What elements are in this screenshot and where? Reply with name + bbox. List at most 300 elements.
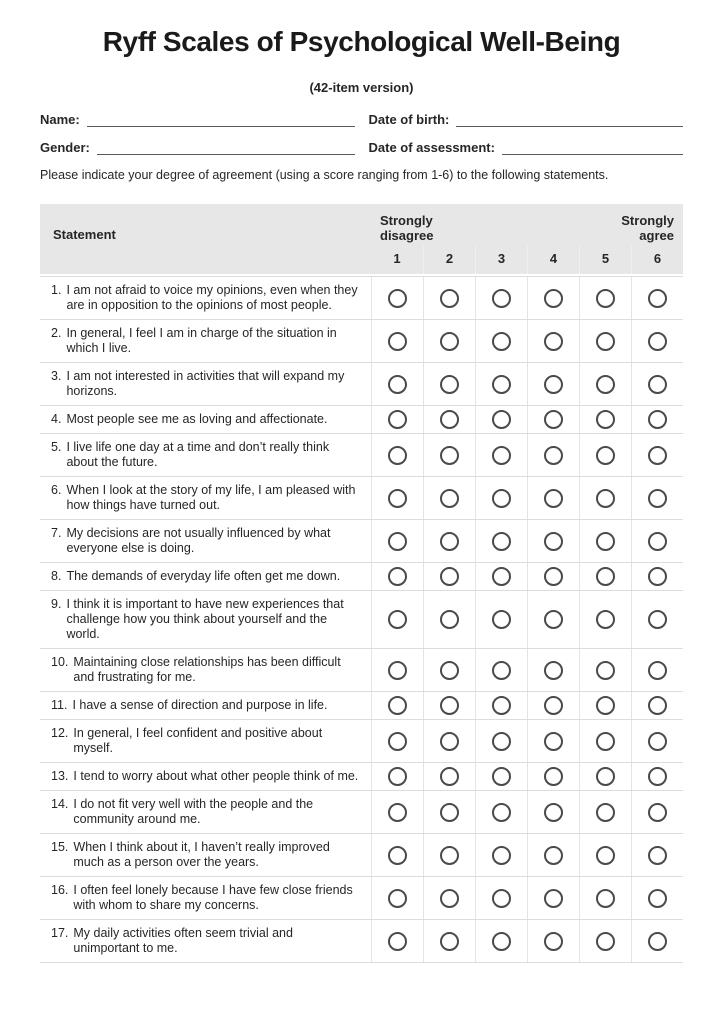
statement-text-cell (40, 692, 371, 719)
table-row (40, 477, 683, 520)
statement-number: 7. (51, 526, 62, 540)
statement-text: I have a sense of direction and purpose in life. (72, 698, 328, 712)
table-row (40, 434, 683, 477)
radio-button-q11-v2[interactable] (440, 696, 459, 715)
radio-cell-q5-v5 (579, 434, 631, 476)
radio-cell-q12-v5 (579, 720, 631, 762)
statement-text: I do not fit very well with the people and the community around me. (73, 797, 314, 826)
radio-button-q2-v4[interactable] (544, 332, 563, 351)
radio-button-q2-v3[interactable] (492, 332, 511, 351)
dob-field (369, 112, 684, 127)
radio-cell-q3-v4 (527, 363, 579, 405)
radio-cell-q15-v1 (371, 834, 423, 876)
statement-number: 16. (51, 883, 69, 897)
radio-cell-q8-v3 (475, 563, 527, 590)
radio-cell-q6-v2 (423, 477, 475, 519)
statement-text: When I look at the story of my life, I am pleased with how things have turned out. (66, 483, 356, 512)
radio-button-q8-v1[interactable] (388, 567, 407, 586)
radio-cell-q14-v3 (475, 791, 527, 833)
page-title: Ryff Scales of Psychological Well-Being (102, 26, 621, 57)
statement-text: I am not interested in activities that will expand my horizons. (66, 369, 345, 398)
radio-button-q13-v4[interactable] (544, 767, 563, 786)
instructions-text: Please indicate your degree of agreement (using a score ranging from 1-6) to the following statements. (40, 168, 609, 182)
radio-cell-q11-v1 (371, 692, 423, 719)
radio-button-q16-v3[interactable] (492, 889, 511, 908)
radio-button-q14-v6[interactable] (648, 803, 667, 822)
table-row (40, 520, 683, 563)
radio-cell-q13-v3 (475, 763, 527, 790)
radio-cell-q11-v5 (579, 692, 631, 719)
radio-cell-q4-v6 (631, 406, 683, 433)
radio-button-q1-v2[interactable] (440, 289, 459, 308)
radio-button-q4-v1[interactable] (388, 410, 407, 429)
radio-cell-q6-v3 (475, 477, 527, 519)
radio-button-q17-v4[interactable] (544, 932, 563, 951)
radio-cell-q16-v4 (527, 877, 579, 919)
statement-text: In general, I feel confident and positive about myself. (73, 726, 323, 755)
table-row (40, 591, 683, 649)
radio-cell-q4-v5 (579, 406, 631, 433)
statement-text-cell (40, 877, 371, 919)
statement-text: I tend to worry about what other people think of me. (73, 769, 359, 783)
radio-cell-q14-v5 (579, 791, 631, 833)
radio-button-q11-v4[interactable] (544, 696, 563, 715)
table-row (40, 720, 683, 763)
statement-text-cell (40, 477, 371, 519)
gender-label: Gender: (40, 140, 90, 155)
radio-button-q15-v4[interactable] (544, 846, 563, 865)
name-label: Name: (40, 112, 80, 127)
radio-cell-q13-v1 (371, 763, 423, 790)
scale-number-2: 2 (423, 246, 475, 274)
statement-text-cell (40, 363, 371, 405)
radio-cell-q8-v5 (579, 563, 631, 590)
statement-text-cell (40, 434, 371, 476)
radio-cell-q1-v5 (579, 277, 631, 319)
radio-button-q16-v4[interactable] (544, 889, 563, 908)
statement-number: 10. (51, 655, 69, 669)
statement-text: When I think about it, I haven’t really improved much as a person over the years. (73, 840, 330, 869)
radio-cell-q17-v3 (475, 920, 527, 962)
statement-text-cell (40, 563, 371, 590)
radio-button-q2-v6[interactable] (648, 332, 667, 351)
radio-button-q6-v2[interactable] (440, 489, 459, 508)
table-row (40, 276, 683, 320)
radio-button-q7-v1[interactable] (388, 532, 407, 551)
radio-cell-q1-v4 (527, 277, 579, 319)
radio-cell-q5-v1 (371, 434, 423, 476)
radio-button-q9-v5[interactable] (596, 610, 615, 629)
radio-cell-q4-v4 (527, 406, 579, 433)
radio-button-q14-v3[interactable] (492, 803, 511, 822)
table-row (40, 320, 683, 363)
radio-cell-q12-v1 (371, 720, 423, 762)
assessment-date-field (369, 140, 684, 155)
radio-cell-q12-v6 (631, 720, 683, 762)
radio-cell-q7-v1 (371, 520, 423, 562)
radio-button-q9-v2[interactable] (440, 610, 459, 629)
radio-button-q5-v3[interactable] (492, 446, 511, 465)
radio-button-q4-v5[interactable] (596, 410, 615, 429)
radio-cell-q5-v3 (475, 434, 527, 476)
radio-cell-q10-v2 (423, 649, 475, 691)
statement-number: 6. (51, 483, 62, 497)
statement-number: 11. (51, 698, 68, 712)
radio-cell-q9-v6 (631, 591, 683, 648)
statement-number: 2. (51, 326, 62, 340)
radio-button-q3-v6[interactable] (648, 375, 667, 394)
radio-cell-q12-v2 (423, 720, 475, 762)
statement-text-cell (40, 920, 371, 962)
statement-text-cell (40, 277, 371, 319)
radio-button-q8-v2[interactable] (440, 567, 459, 586)
radio-button-q2-v2[interactable] (440, 332, 459, 351)
scale-anchor-labels (371, 204, 683, 246)
statement-text: Most people see me as loving and affectionate. (66, 412, 328, 426)
radio-button-q3-v4[interactable] (544, 375, 563, 394)
statement-text: I often feel lonely because I have few close friends with whom to share my concerns. (73, 883, 353, 912)
gender-input-line[interactable] (97, 140, 355, 155)
table-row (40, 406, 683, 434)
dob-input-line[interactable] (456, 112, 683, 127)
radio-button-q17-v6[interactable] (648, 932, 667, 951)
radio-button-q14-v5[interactable] (596, 803, 615, 822)
survey-table (40, 204, 683, 963)
radio-cell-q6-v5 (579, 477, 631, 519)
radio-cell-q2-v2 (423, 320, 475, 362)
radio-cell-q1-v3 (475, 277, 527, 319)
radio-cell-q2-v1 (371, 320, 423, 362)
table-row (40, 649, 683, 692)
radio-cell-q9-v1 (371, 591, 423, 648)
table-row (40, 563, 683, 591)
statement-text: The demands of everyday life often get me down. (66, 569, 341, 583)
statement-number: 3. (51, 369, 62, 383)
radio-button-q2-v5[interactable] (596, 332, 615, 351)
radio-button-q17-v3[interactable] (492, 932, 511, 951)
radio-cell-q16-v3 (475, 877, 527, 919)
radio-cell-q16-v2 (423, 877, 475, 919)
statement-number: 12. (51, 726, 69, 740)
statement-number: 13. (51, 769, 69, 783)
radio-button-q15-v6[interactable] (648, 846, 667, 865)
statement-text-cell (40, 320, 371, 362)
statement-text: I live life one day at a time and don’t really think about the future. (66, 440, 330, 469)
statement-rows (40, 274, 683, 963)
radio-cell-q16-v5 (579, 877, 631, 919)
statement-text: In general, I feel I am in charge of the situation in which I live. (66, 326, 337, 355)
radio-cell-q15-v5 (579, 834, 631, 876)
radio-button-q6-v1[interactable] (388, 489, 407, 508)
radio-cell-q6-v1 (371, 477, 423, 519)
table-row (40, 920, 683, 963)
radio-button-q9-v4[interactable] (544, 610, 563, 629)
radio-button-q10-v6[interactable] (648, 661, 667, 680)
field-row-2 (40, 140, 683, 155)
radio-cell-q12-v4 (527, 720, 579, 762)
radio-button-q6-v6[interactable] (648, 489, 667, 508)
radio-cell-q10-v3 (475, 649, 527, 691)
statement-text-cell (40, 649, 371, 691)
radio-button-q4-v3[interactable] (492, 410, 511, 429)
radio-button-q10-v1[interactable] (388, 661, 407, 680)
assessment-date-label: Date of assessment: (368, 140, 495, 155)
radio-button-q5-v6[interactable] (648, 446, 667, 465)
radio-cell-q1-v1 (371, 277, 423, 319)
radio-button-q15-v1[interactable] (388, 846, 407, 865)
radio-button-q5-v2[interactable] (440, 446, 459, 465)
radio-cell-q17-v5 (579, 920, 631, 962)
radio-cell-q7-v4 (527, 520, 579, 562)
radio-cell-q3-v2 (423, 363, 475, 405)
radio-button-q5-v1[interactable] (388, 446, 407, 465)
radio-cell-q17-v1 (371, 920, 423, 962)
radio-button-q10-v4[interactable] (544, 661, 563, 680)
statement-text: My daily activities often seem trivial and unimportant to me. (73, 926, 293, 955)
radio-cell-q11-v6 (631, 692, 683, 719)
radio-cell-q3-v6 (631, 363, 683, 405)
radio-cell-q8-v4 (527, 563, 579, 590)
radio-button-q15-v2[interactable] (440, 846, 459, 865)
radio-button-q17-v2[interactable] (440, 932, 459, 951)
radio-cell-q13-v5 (579, 763, 631, 790)
radio-cell-q4-v1 (371, 406, 423, 433)
statement-text-cell (40, 406, 371, 433)
radio-button-q7-v2[interactable] (440, 532, 459, 551)
radio-cell-q15-v3 (475, 834, 527, 876)
name-field (40, 112, 355, 127)
radio-button-q16-v1[interactable] (388, 889, 407, 908)
radio-button-q11-v1[interactable] (388, 696, 407, 715)
radio-cell-q9-v3 (475, 591, 527, 648)
statement-text: Maintaining close relationships has been difficult and frustrating for me. (73, 655, 341, 684)
radio-button-q13-v2[interactable] (440, 767, 459, 786)
radio-button-q4-v4[interactable] (544, 410, 563, 429)
radio-cell-q12-v3 (475, 720, 527, 762)
gender-field (40, 140, 355, 155)
statement-text: I am not afraid to voice my opinions, even when they are in opposition to the opinions of most people. (66, 283, 358, 312)
radio-cell-q16-v1 (371, 877, 423, 919)
table-row (40, 763, 683, 791)
statement-column-header: Statement (53, 227, 116, 242)
radio-button-q13-v5[interactable] (596, 767, 615, 786)
statement-number: 1. (51, 283, 62, 297)
radio-cell-q4-v2 (423, 406, 475, 433)
radio-cell-q3-v1 (371, 363, 423, 405)
radio-button-q13-v1[interactable] (388, 767, 407, 786)
radio-button-q2-v1[interactable] (388, 332, 407, 351)
scale-number-row (371, 246, 683, 274)
statement-number: 4. (51, 412, 62, 426)
strongly-agree-label: Strongly agree (621, 213, 674, 243)
radio-cell-q4-v3 (475, 406, 527, 433)
field-row-1 (40, 112, 683, 127)
radio-button-q3-v2[interactable] (440, 375, 459, 394)
statement-text-cell (40, 520, 371, 562)
statement-number: 15. (51, 840, 69, 854)
radio-button-q3-v5[interactable] (596, 375, 615, 394)
radio-cell-q13-v6 (631, 763, 683, 790)
radio-button-q12-v5[interactable] (596, 732, 615, 751)
radio-button-q13-v3[interactable] (492, 767, 511, 786)
radio-button-q11-v5[interactable] (596, 696, 615, 715)
scale-number-4: 4 (527, 246, 579, 274)
radio-button-q17-v1[interactable] (388, 932, 407, 951)
table-row (40, 363, 683, 406)
assessment-date-input-line[interactable] (502, 140, 683, 155)
radio-cell-q8-v2 (423, 563, 475, 590)
radio-cell-q6-v6 (631, 477, 683, 519)
radio-cell-q2-v4 (527, 320, 579, 362)
radio-cell-q15-v2 (423, 834, 475, 876)
statement-number: 5. (51, 440, 62, 454)
radio-button-q15-v3[interactable] (492, 846, 511, 865)
radio-button-q14-v4[interactable] (544, 803, 563, 822)
radio-cell-q11-v3 (475, 692, 527, 719)
radio-cell-q7-v3 (475, 520, 527, 562)
radio-cell-q16-v6 (631, 877, 683, 919)
radio-button-q8-v5[interactable] (596, 567, 615, 586)
radio-button-q16-v5[interactable] (596, 889, 615, 908)
radio-cell-q8-v6 (631, 563, 683, 590)
radio-cell-q2-v3 (475, 320, 527, 362)
radio-cell-q2-v5 (579, 320, 631, 362)
radio-cell-q5-v4 (527, 434, 579, 476)
radio-button-q10-v2[interactable] (440, 661, 459, 680)
scale-header (371, 204, 683, 274)
radio-button-q10-v3[interactable] (492, 661, 511, 680)
radio-cell-q7-v2 (423, 520, 475, 562)
radio-button-q15-v5[interactable] (596, 846, 615, 865)
radio-cell-q7-v5 (579, 520, 631, 562)
radio-button-q7-v3[interactable] (492, 532, 511, 551)
statement-number: 9. (51, 597, 62, 611)
radio-button-q7-v4[interactable] (544, 532, 563, 551)
scale-number-3: 3 (475, 246, 527, 274)
radio-button-q3-v1[interactable] (388, 375, 407, 394)
radio-button-q12-v6[interactable] (648, 732, 667, 751)
radio-cell-q3-v3 (475, 363, 527, 405)
radio-cell-q3-v5 (579, 363, 631, 405)
radio-cell-q13-v4 (527, 763, 579, 790)
radio-button-q1-v5[interactable] (596, 289, 615, 308)
radio-button-q9-v6[interactable] (648, 610, 667, 629)
radio-button-q11-v6[interactable] (648, 696, 667, 715)
radio-button-q17-v5[interactable] (596, 932, 615, 951)
radio-button-q6-v4[interactable] (544, 489, 563, 508)
radio-cell-q10-v4 (527, 649, 579, 691)
radio-button-q14-v2[interactable] (440, 803, 459, 822)
dob-label: Date of birth: (368, 112, 450, 127)
radio-button-q1-v4[interactable] (544, 289, 563, 308)
radio-cell-q13-v2 (423, 763, 475, 790)
radio-button-q5-v4[interactable] (544, 446, 563, 465)
radio-cell-q10-v6 (631, 649, 683, 691)
radio-button-q16-v6[interactable] (648, 889, 667, 908)
radio-cell-q9-v5 (579, 591, 631, 648)
table-row (40, 791, 683, 834)
radio-cell-q1-v2 (423, 277, 475, 319)
statement-text-cell (40, 763, 371, 790)
radio-button-q14-v1[interactable] (388, 803, 407, 822)
radio-cell-q2-v6 (631, 320, 683, 362)
radio-button-q5-v5[interactable] (596, 446, 615, 465)
statement-text-cell (40, 791, 371, 833)
radio-button-q11-v3[interactable] (492, 696, 511, 715)
strongly-disagree-label: Strongly disagree (380, 213, 434, 243)
radio-button-q13-v6[interactable] (648, 767, 667, 786)
table-row (40, 692, 683, 720)
radio-button-q3-v3[interactable] (492, 375, 511, 394)
radio-cell-q7-v6 (631, 520, 683, 562)
radio-button-q9-v1[interactable] (388, 610, 407, 629)
radio-button-q6-v3[interactable] (492, 489, 511, 508)
radio-button-q8-v4[interactable] (544, 567, 563, 586)
radio-cell-q14-v1 (371, 791, 423, 833)
radio-button-q7-v6[interactable] (648, 532, 667, 551)
radio-cell-q17-v4 (527, 920, 579, 962)
radio-button-q1-v3[interactable] (492, 289, 511, 308)
scale-number-6: 6 (631, 246, 683, 274)
statement-number: 8. (51, 569, 62, 583)
radio-cell-q15-v6 (631, 834, 683, 876)
radio-cell-q15-v4 (527, 834, 579, 876)
radio-cell-q10-v5 (579, 649, 631, 691)
statement-text-cell (40, 591, 371, 648)
radio-cell-q17-v2 (423, 920, 475, 962)
radio-cell-q6-v4 (527, 477, 579, 519)
radio-button-q8-v6[interactable] (648, 567, 667, 586)
radio-button-q12-v1[interactable] (388, 732, 407, 751)
radio-cell-q9-v2 (423, 591, 475, 648)
radio-cell-q11-v4 (527, 692, 579, 719)
identity-fields (40, 112, 683, 155)
table-row (40, 834, 683, 877)
scale-number-5: 5 (579, 246, 631, 274)
radio-cell-q11-v2 (423, 692, 475, 719)
table-header (40, 204, 683, 274)
statement-number: 14. (51, 797, 69, 811)
statement-text: I think it is important to have new experiences that challenge how you think about yourself and the world. (66, 597, 344, 641)
radio-button-q16-v2[interactable] (440, 889, 459, 908)
radio-cell-q10-v1 (371, 649, 423, 691)
radio-button-q1-v1[interactable] (388, 289, 407, 308)
scale-number-1: 1 (393, 251, 401, 266)
radio-cell-q14-v2 (423, 791, 475, 833)
radio-cell-q17-v6 (631, 920, 683, 962)
radio-button-q4-v2[interactable] (440, 410, 459, 429)
statement-text-cell (40, 834, 371, 876)
name-input-line[interactable] (87, 112, 355, 127)
radio-cell-q5-v2 (423, 434, 475, 476)
radio-button-q1-v6[interactable] (648, 289, 667, 308)
radio-button-q12-v3[interactable] (492, 732, 511, 751)
radio-button-q8-v3[interactable] (492, 567, 511, 586)
radio-cell-q1-v6 (631, 277, 683, 319)
radio-cell-q5-v6 (631, 434, 683, 476)
radio-button-q9-v3[interactable] (492, 610, 511, 629)
radio-cell-q9-v4 (527, 591, 579, 648)
radio-button-q12-v2[interactable] (440, 732, 459, 751)
radio-button-q4-v6[interactable] (648, 410, 667, 429)
radio-button-q7-v5[interactable] (596, 532, 615, 551)
radio-button-q12-v4[interactable] (544, 732, 563, 751)
radio-button-q10-v5[interactable] (596, 661, 615, 680)
radio-button-q6-v5[interactable] (596, 489, 615, 508)
version-subtitle: (42-item version) (309, 80, 414, 95)
radio-cell-q8-v1 (371, 563, 423, 590)
radio-cell-q14-v6 (631, 791, 683, 833)
